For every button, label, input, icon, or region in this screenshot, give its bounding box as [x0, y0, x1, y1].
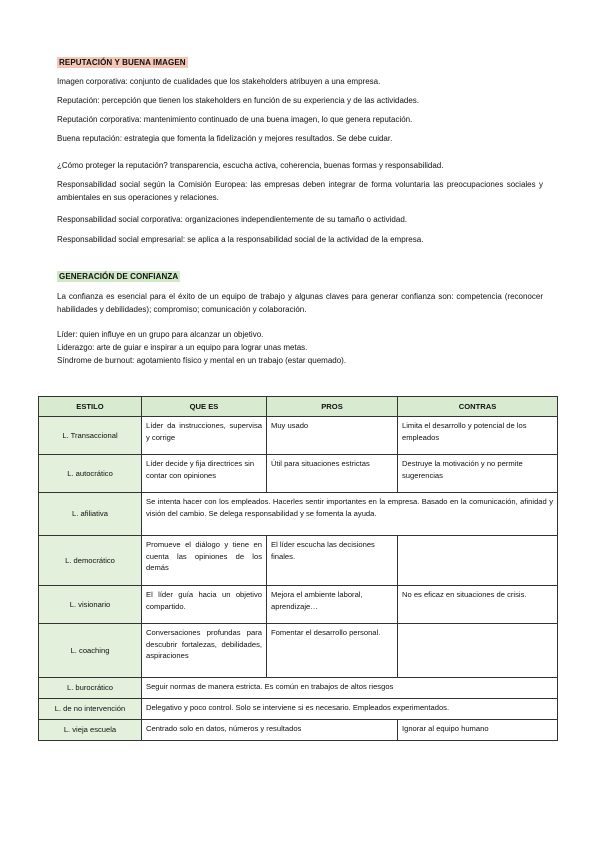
cell-estilo: L. vieja escuela — [39, 720, 142, 741]
cell-contras: No es eficaz en situaciones de crisis. — [398, 586, 558, 624]
header-contras: CONTRAS — [398, 397, 558, 417]
def-lider: Líder: quien influye en un grupo para alcanzar un objetivo. — [57, 330, 264, 339]
cell-merged-description: Seguir normas de manera estricta. Es común en trabajos de altos riesgos — [142, 678, 558, 699]
table-header-row — [39, 397, 558, 417]
def-buena-reputacion: Buena reputación: estrategia que fomenta la fidelización y mejores resultados. Se debe cuidar. — [57, 134, 393, 143]
cell-que-es: Líder da instrucciones, supervisa y corrige — [142, 417, 267, 455]
table-row — [39, 536, 558, 586]
cell-merged-description: Delegativo y poco control. Solo se interviene si es necesario. Empleados experimentados. — [142, 699, 558, 720]
cell-estilo: L. burocrático — [39, 678, 142, 699]
cell-pros: Fomentar el desarrollo personal. — [267, 624, 398, 678]
cell-pros: Útil para situaciones estrictas — [267, 455, 398, 493]
table-row — [39, 417, 558, 455]
cell-que-es: Líder decide y fija directrices sin contar con opiniones — [142, 455, 267, 493]
section-heading-reputacion: REPUTACIÓN Y BUENA IMAGEN — [59, 58, 186, 67]
table-row — [39, 720, 558, 741]
cell-estilo: L. Transaccional — [39, 417, 142, 455]
confianza-intro: La confianza es esencial para el éxito de un equipo de trabajo y algunas claves para generar confianza son: competencia (reconocer habilidades y debilidades); compromiso; comunicación y colaboración. — [57, 292, 543, 314]
leadership-styles-table — [38, 396, 558, 741]
def-reputacion-corporativa: Reputación corporativa: mantenimiento continuado de una buena imagen, lo que genera reputación. — [57, 115, 413, 124]
def-liderazgo: Liderazgo: arte de guiar e inspirar a un equipo para lograr unas metas. — [57, 343, 308, 352]
cell-contras — [398, 624, 558, 678]
cell-contras — [398, 536, 558, 586]
cell-estilo: L. visionario — [39, 586, 142, 624]
table-row — [39, 624, 558, 678]
cell-pros: Muy usado — [267, 417, 398, 455]
protect-reputation: ¿Cómo proteger la reputación? transparencia, escucha activa, coherencia, buenas formas y responsabilidad. — [57, 161, 444, 170]
cell-estilo: L. coaching — [39, 624, 142, 678]
table-row — [39, 699, 558, 720]
cell-merged-description: Se intenta hacer con los empleados. Hacerles sentir importantes en la empresa. Basado en la comunicación, afinidad y visión del cambio. Se delega responsabilidad y se fomenta la ayuda. — [142, 493, 558, 536]
rs-empresarial: Responsabilidad social empresarial: se aplica a la responsabilidad social de la actividad de la empresa. — [57, 235, 424, 244]
rs-corporativa: Responsabilidad social corporativa: organizaciones independientemente de su tamaño o actividad. — [57, 215, 407, 224]
def-reputacion: Reputación: percepción que tienen los stakeholders en función de su experiencia y de las actividades. — [57, 96, 420, 105]
header-que-es: QUE ES — [142, 397, 267, 417]
def-burnout: Síndrome de burnout: agotamiento físico y mental en un trabajo (estar quemado). — [57, 356, 347, 365]
table-row — [39, 678, 558, 699]
header-pros: PROS — [267, 397, 398, 417]
cell-contras: Ignorar al equipo humano — [398, 720, 558, 741]
header-estilo: ESTILO — [39, 397, 142, 417]
cell-pros: El líder escucha las decisiones finales. — [267, 536, 398, 586]
cell-que-es: Promueve el diálogo y tiene en cuenta las opiniones de los demás — [142, 536, 267, 586]
cell-estilo: L. democrático — [39, 536, 142, 586]
section-heading-confianza: GENERACIÓN DE CONFIANZA — [59, 272, 179, 281]
cell-pros: Mejora el ambiente laboral, aprendizaje… — [267, 586, 398, 624]
cell-estilo: L. afiliativa — [39, 493, 142, 536]
cell-que-es: Conversaciones profundas para descubrir fortalezas, debilidades, aspiraciones — [142, 624, 267, 678]
cell-estilo: L. autocrático — [39, 455, 142, 493]
cell-contras: Limita el desarrollo y potencial de los empleados — [398, 417, 558, 455]
cell-estilo: L. de no intervención — [39, 699, 142, 720]
table-row — [39, 493, 558, 536]
cell-que-es-pros: Centrado solo en datos, números y resultados — [142, 720, 398, 741]
cell-contras: Destruye la motivación y no permite sugerencias — [398, 455, 558, 493]
rs-europa: Responsabilidad social según la Comisión Europea: las empresas deben integrar de forma voluntaria las preocupaciones sociales y ambientales en sus operaciones y relaciones. — [57, 180, 543, 202]
table-row — [39, 586, 558, 624]
cell-que-es: El líder guía hacia un objetivo compartido. — [142, 586, 267, 624]
table-row — [39, 455, 558, 493]
def-imagen-corporativa: Imagen corporativa: conjunto de cualidades que los stakeholders atribuyen a una empresa. — [57, 77, 381, 86]
